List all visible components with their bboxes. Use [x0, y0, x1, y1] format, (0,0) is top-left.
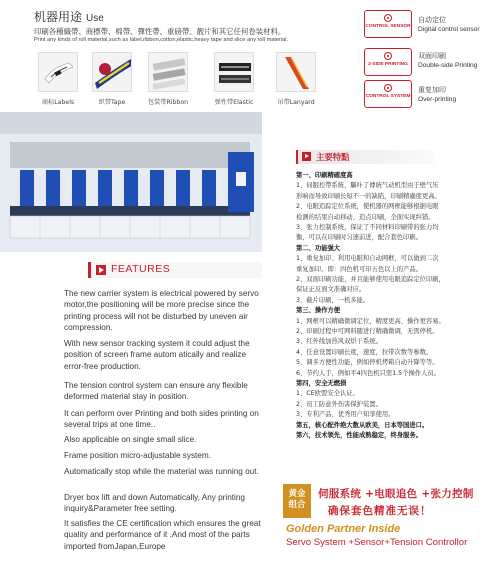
feature-line: 1、伺服控帶系統，驅卟了傳統气动机型由于壁气压: [296, 182, 439, 190]
badge-icon-text: CONTROL SYSTEM: [365, 94, 411, 99]
product-label: 商标Labels: [41, 99, 75, 106]
tape-photo: [92, 52, 132, 92]
usage-description-en: Print any kinds of roll material,such as label,ribbon,cotton,elastic,heavy tape and slice any roll material.: [34, 37, 289, 43]
target-icon: [384, 14, 392, 22]
main-features-header: [296, 150, 434, 164]
feature-section-heading: 第四，安全无燃损: [296, 380, 347, 387]
feature-paragraph: The new carrier system is electrical powered by servo motor,the positioning will be more precise since the printing process will not be disturbed by uneven air compression.: [64, 289, 259, 333]
feature-line: 形响而导致印刷长短不一的缺陷，印刷精确度更高。: [296, 192, 441, 200]
features-header: [88, 262, 262, 278]
double-side-badge: [364, 48, 412, 76]
badge-cn: 自动定位: [418, 16, 446, 24]
usage-title-cn: 机器用途: [34, 10, 83, 24]
control-icon: [384, 84, 392, 92]
badge-cn: 双面印刷: [418, 52, 446, 60]
feature-line: 3、专利产品，优秀用户知享使用。: [296, 411, 395, 419]
feature-line: 衡，可以在印刷时匀速前进，配合套色印刷。: [296, 234, 422, 242]
badge-text: [418, 86, 456, 104]
badge-text: [418, 52, 477, 70]
feature-paragraph: The tension control system can ensure any flexible deformed material stay in position.: [64, 381, 248, 402]
usage-description-cn: 印刷各種織帶、商標帶、棉帶、彈性帶、重磅帶、靓片和其它任何卷装材料。: [34, 27, 286, 36]
feature-section-heading: 第五，核心配件绝大数从欧美，日本等国进口。: [296, 421, 429, 429]
feature-line: 重复加印。即：四色机可印五色以上的产品。: [296, 265, 422, 273]
badge-en: Digital control sensor: [418, 26, 480, 33]
feature-line: 检测的结果自动移动、追点印刷，全面实现纠错。: [296, 213, 435, 221]
feature-paragraph: Dryer box lift and down Automatically, Any printing inquiry&Parameter free setting.: [64, 493, 245, 514]
product-label: 织带Tape: [98, 99, 126, 106]
arrow-icon: [302, 152, 311, 161]
feature-line: 3、截片印刷，一机多能。: [296, 296, 370, 304]
feature-paragraph: Automatically stop while the material was running out.: [64, 467, 259, 476]
badge-text: [418, 16, 480, 34]
machine-photo: [0, 112, 262, 252]
over-printing-badge: [364, 80, 412, 108]
feature-line: 6、节约人手，例如平4四色机只需1.5个操作人员。: [296, 369, 440, 377]
feature-paragraph: It satisfies the CE certification which ensures the great quality and performance of it ,And most of the parts imported fromJapan,Europe: [64, 519, 261, 551]
badge-icon-text: CONTROL SENSOR: [365, 24, 411, 29]
feature-line: 4、任意设置印刷长度，速度，拉带次数等参数。: [296, 348, 433, 356]
feature-line: 2、双面印刷功能，并且能够使用电眼追踪定位印刷，: [296, 276, 445, 283]
feature-line: 1、CE欧盟安全认证。: [296, 390, 359, 398]
control-sensor-badge: [364, 10, 412, 38]
main-features-title: 主要特點: [316, 152, 350, 162]
feature-line: 2、电眼追踪定位系统，使机器的网框能够根据电眼: [296, 203, 439, 211]
lanyard-photo: [276, 52, 316, 92]
feature-paragraph: It can perform over Printing and both sides printing on several trips at one time..: [64, 409, 259, 430]
elastic-photo: [214, 52, 254, 92]
product-label: 包装带Ribbon: [147, 99, 189, 106]
badge-en: Double-side Printing: [418, 62, 478, 69]
feature-line: 1、网框可以精确微调定位，精度更高、操作更容易。: [296, 317, 445, 325]
usage-title-en: Use: [86, 13, 104, 24]
product-label: 吊带Lanyard: [277, 99, 315, 106]
print-icon: [384, 52, 392, 60]
badge-cn: 重复加印: [418, 86, 446, 94]
feature-section-heading: 第一、印刷精確度高: [296, 172, 353, 179]
golden-partner-title: Golden Partner Inside: [286, 523, 401, 535]
feature-line: 3、红外线加热风双烘干系统。: [296, 338, 382, 346]
badge-en: Over-printing: [418, 96, 457, 103]
badge-icon-text: 2-SIDE PRINTING: [368, 62, 408, 67]
feature-section-heading: 第二、功能强大: [296, 244, 341, 252]
feature-line: 3、张力控制系统，保证了不同材料印刷带的张力均: [296, 224, 439, 231]
feature-section-heading: 第六，技术领先，性能成熟稳定，终身服务。: [296, 432, 422, 439]
ribbon-photo: [148, 52, 188, 92]
golden-partner-subtitle: Servo System +Sensor+Tension Controllor: [286, 537, 468, 548]
feature-section-heading: 第三、操作方便: [296, 307, 341, 315]
feature-line: 1、重复加印、利用电眼和自动网框，可以做到二次: [296, 255, 439, 263]
features-header-title: FEATURES: [111, 263, 171, 275]
golden-combo-cn-line2: 确保套色精准无误！: [328, 505, 432, 517]
feature-line: 5、调多方便性功能，例如停机烤箱自动升降等等。: [296, 359, 439, 367]
feature-line: 2、印刷过程中可网料随进行精确微调，无需停机。: [296, 328, 439, 335]
product-label: 弹性带Elastic: [214, 99, 254, 106]
feature-line: 保证正反面文准确对应。: [296, 286, 366, 294]
labels-photo: [38, 52, 78, 92]
feature-paragraph: With new sensor tracking system it could adjust the position of screen frame autom atically and realize error-free production.: [64, 339, 250, 371]
usage-title: [34, 8, 104, 25]
feature-paragraph: Frame position micro-adjustable system.: [64, 451, 211, 460]
arrow-icon: [96, 265, 106, 275]
feature-paragraph: Also applicable on single small slice.: [64, 435, 197, 444]
feature-line: 2、员工防意外伤害保护装置。: [296, 400, 382, 408]
golden-combo-tag: 黄金 组合: [283, 484, 311, 518]
golden-combo-cn-line1: 伺服系统 +电眼追色 +张力控制: [318, 488, 474, 500]
